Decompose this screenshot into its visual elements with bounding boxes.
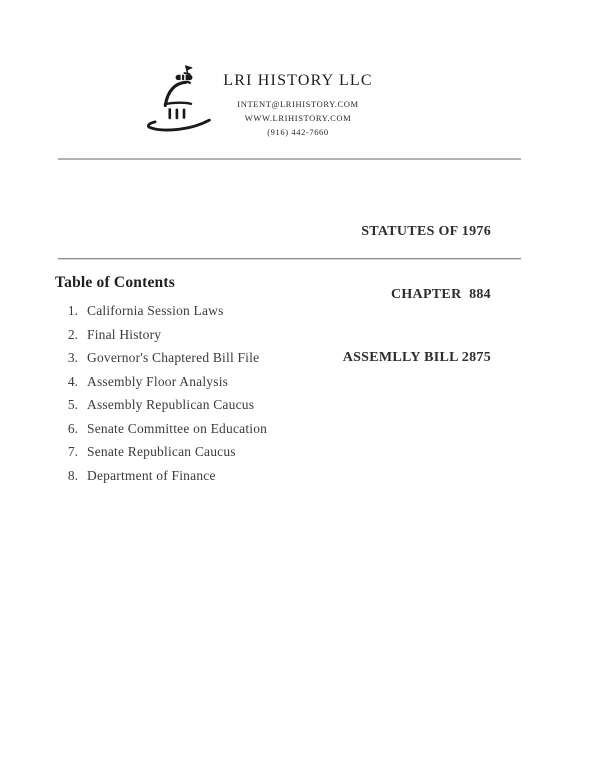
website-text: WWW.LRIHISTORY.COM [244, 113, 352, 123]
toc-item-number: 6. [67, 420, 78, 436]
email-text: INTENT@LRIHISTORY.COM [237, 99, 359, 109]
phone-text: (916) 442-7660 [267, 127, 329, 137]
toc-item [62, 374, 482, 398]
toc-item [62, 468, 482, 492]
toc-item [62, 397, 482, 421]
toc-item-label: Governor's Chaptered Bill File [87, 350, 260, 365]
toc-item-number: 3. [67, 350, 78, 365]
toc-item [62, 350, 482, 374]
toc-item-number: 5. [67, 397, 78, 412]
letterhead [188, 72, 408, 139]
divider-bottom [58, 258, 521, 260]
toc-item-number: 7. [67, 444, 78, 459]
toc-item-number: 2. [67, 326, 78, 342]
company-name: LRI HISTORY LLC [223, 72, 373, 89]
statutes-line: STATUTES OF 1976 [361, 224, 491, 239]
divider-top [58, 158, 521, 160]
toc-item [62, 303, 482, 327]
chapter-line: CHAPTER 884 [390, 287, 491, 302]
toc-item-number: 8. [67, 467, 78, 483]
toc-item-label: Senate Republican Caucus [87, 444, 236, 459]
toc-item-label: Senate Committee on Education [87, 420, 268, 436]
toc-item-label: Assembly Floor Analysis [87, 373, 229, 389]
toc-item-number: 1. [67, 303, 78, 318]
toc-list [62, 303, 482, 491]
toc-item-label: Department of Finance [87, 467, 216, 483]
toc-heading: Table of Contents [55, 274, 175, 291]
toc-item-label: California Session Laws [87, 303, 224, 318]
toc-item-label: Final History [87, 326, 162, 342]
toc-item [62, 327, 482, 351]
toc-item-number: 4. [67, 373, 78, 389]
toc-item [62, 421, 482, 445]
bill-line: ASSEMLLY BILL 2875 [342, 350, 491, 365]
toc-item [62, 444, 482, 468]
toc-item-label: Assembly Republican Caucus [87, 397, 255, 412]
